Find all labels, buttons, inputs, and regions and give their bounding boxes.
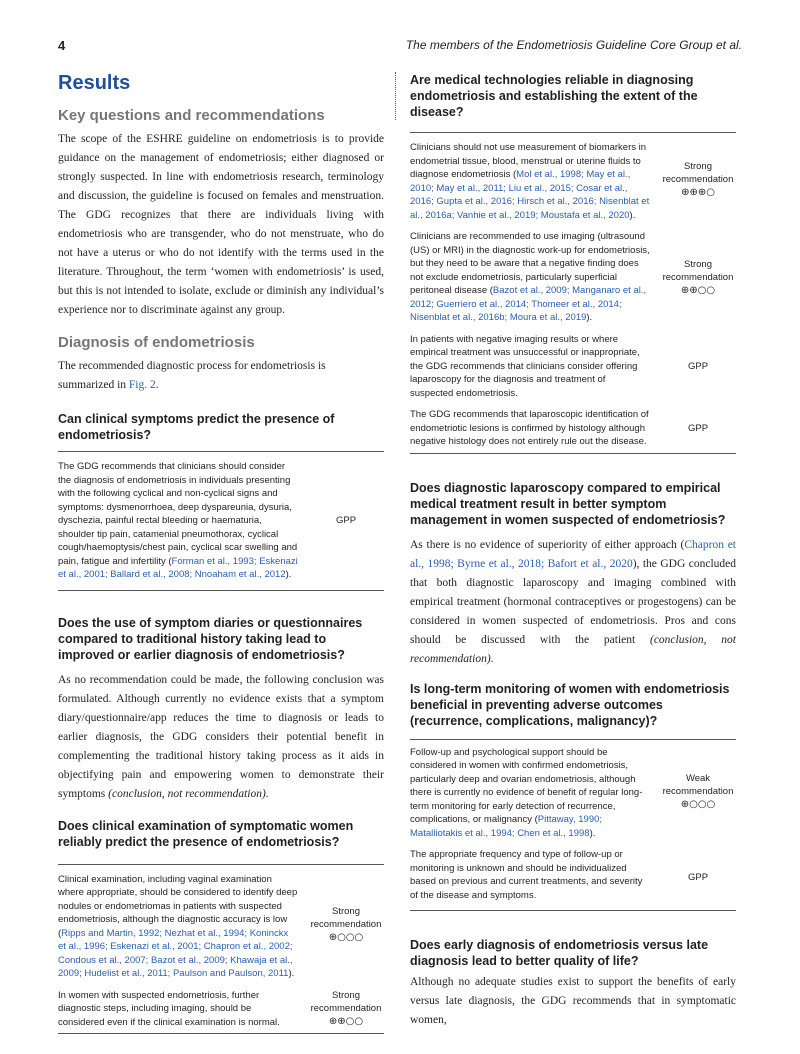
question-heading: Does the use of symptom diaries or questionnaires compared to traditional history taking lead to improved or earlier diagnosis of endometriosis? [58, 615, 363, 662]
recommendation-table [58, 451, 384, 591]
recommendation-grade: Strong recommendation ⊕⊕○○ [660, 226, 736, 329]
recommendation-text: In patients with negative imaging results or where empirical treatment was unsuccessful or inappropriate, the GDG recommends that clinicians consider offering laparoscopy for the diagnosis and treatment of suspected endometriosis. [410, 333, 640, 399]
recommendation-row [58, 985, 384, 1034]
recommendation-text: Clinical examination, including vaginal examination where appropriate, should be considered to identify deep nodules or endometriomas in patients with suspected endometriosis, although the diagnostic accuracy is low (Ripps and Martin, 1992; Nezhat et al., 1994; Koninckx et al., 1996; Eskenazi et al., 2001; Chapron et al., 2002; Condous et al., 2007; Bazot et al., 2009; Khawaja et al., 2009; Hudelist et al., 2011; Paulson and Paulson, 2011). [58, 873, 298, 979]
question-heading: Is long-term monitoring of women with endometriosis beneficial in preventing adverse outcomes (recurrence, complications, malignancy)? [410, 681, 730, 728]
recommendation-grade: GPP [687, 871, 709, 883]
recommendation-table [410, 739, 736, 912]
recommendation-text: The GDG recommends that laparoscopic identification of endometriotic lesions is confirmed by histology although negative histology does not entirely rule out the disease. [410, 409, 649, 447]
diagnosis-paragraph-text: The recommended diagnostic process for endometriosis is summarized in [58, 360, 326, 391]
question-heading: Does clinical examination of symptomatic women reliably predict the presence of endometriosis? [58, 818, 354, 849]
diagnosis-heading: Diagnosis of endometriosis [58, 334, 255, 351]
evidence-quality-icon: ⊕○○○ [680, 799, 716, 811]
diagnosis-paragraph-end: . [155, 379, 159, 391]
recommendation-grade: GPP [687, 422, 709, 434]
question-heading: Can clinical symptoms predict the presence of endometriosis? [58, 412, 335, 442]
recommendation-text: Clinicians are recommended to use imaging (ultrasound (US) or MRI) in the diagnostic work-up for endometriosis, but they need to be aware that a negative finding does not exclude endometriosis, particularly superficial peritoneal disease (Bazot et al., 2009; Manganaro et al., 2012; Guerriero et al., 2014; Thomeer et al., 2014; Nisenblat et al., 2016b; Moura et al., 2019). [410, 231, 650, 323]
left-column [58, 72, 384, 1054]
evidence-quality-icon: ⊕⊕○○ [680, 284, 716, 296]
citation-links[interactable]: Bazot et al., 2009; Manganaro et al., 2012; Guerriero et al., 2014; Thomeer et al., 2014; Nisenblat et al., 2016b; Moura et al., 2019 [410, 285, 647, 323]
recommendation-row [410, 844, 736, 911]
results-heading: Results [58, 72, 131, 94]
recommendation-table [58, 864, 384, 1035]
recommendation-grade: GPP [687, 360, 709, 372]
recommendation-grade: Strong recommendation ⊕⊕○○ [308, 985, 384, 1034]
evidence-quality-icon: ⊕⊕⊕○ [681, 187, 715, 198]
recommendation-table [410, 132, 736, 454]
page-header [58, 38, 742, 56]
diagnosis-paragraph [58, 357, 384, 395]
recommendation-grade: Weak recommendation ⊕○○○ [660, 739, 736, 844]
question-paragraph: As there is no evidence of superiority of either approach (Chapron et al., 1998; Byrne et al., 2018; Bafort et al., 2020), the GDG concluded that both diagnostic laparoscopy and imaging combined with empirical treatment (hormonal contraceptives or progestogens) can be considered in women suspected of endometriosis. Pros and cons should be discussed with the patient (conclusion, not recommendation). [410, 538, 737, 665]
figure-link[interactable]: Fig. 2 [128, 379, 156, 391]
question-heading: Does early diagnosis of endometriosis versus late diagnosis lead to better quality of life? [410, 938, 709, 968]
evidence-quality-icon: ⊕○○○ [328, 932, 364, 943]
question-heading: Are medical technologies reliable in diagnosing endometriosis and establishing the extent of the disease? [410, 73, 698, 119]
recommendation-text: The appropriate frequency and type of follow-up or monitoring is unknown and should be individualized based on previous and current treatments, and severity of the disease and symptoms. [410, 849, 643, 901]
recommendation-row [410, 404, 736, 453]
question-heading: Does diagnostic laparoscopy compared to empirical medical treatment result in better symptom management in women suspected of endometriosis? [410, 480, 726, 527]
recommendation-row [58, 864, 384, 985]
citation-links[interactable]: Ripps and Martin, 1992; Nezhat et al., 1994; Koninckx et al., 1996; Eskenazi et al., 2001; Chapron et al., 2002; Condous et al., 2007; Bazot et al., 2009; Khawaja et al., 2009; Hudelist et al., 2011; Paulson and Paulson, 2011 [58, 927, 293, 979]
recommendation-grade: Strong recommendation ⊕⊕⊕○ [660, 133, 736, 227]
citation-links[interactable]: Forman et al., 1993; Eskenazi et al., 2001; Ballard et al., 2008; Nnoaham et al., 2012 [58, 555, 298, 580]
recommendation-row [410, 226, 736, 329]
running-head: The members of the Endometriosis Guideline Core Group et al. [405, 38, 742, 52]
recommendation-grade: GPP [335, 515, 357, 527]
key-questions-heading: Key questions and recommendations [58, 107, 325, 124]
recommendation-text: The GDG recommends that clinicians should consider the diagnosis of endometriosis in individuals presenting with the following cyclical and non-cyclical signs and symptoms: dysmenorrhoea, deep dyspareunia, dysuria, dyschezia, painful rectal bleeding or haematuria, shoulder tip pain, catamenial pneumothorax, cyclical cough/haemoptysis/chest pain, cyclical scar swelling and pain, fatigue and infertility (Forman et al., 1993; Eskenazi et al., 2001; Ballard et al., 2008; Nnoaham et al., 2012). [58, 461, 298, 580]
recommendation-text: Clinicians should not use measurement of biomarkers in endometrial tissue, blood, menstrual or uterine fluids to diagnose endometriosis (Mol et al., 1998; May et al., 2010; May et al., 2011; Liu et al., 2015; Cosar et al., 2016; Gupta et al., 2016; Hirsch et al., 2016; Nisenblat et al., 2016a; Vanhie et al., 2019; Moustafa et al., 2020). [410, 142, 650, 221]
citation-links[interactable]: Chapron et al., 1998; Byrne et al., 2018; Bafort et al., 2020 [410, 538, 737, 570]
question-paragraph: As no recommendation could be made, the following conclusion was formulated. Although currently no evidence exists that a symptom diary/questionnaire/app reduces the time to diagnosis or leads to earlier diagnosis, the GDG considers their potential benefit in complementing the traditional history taking process as it aids in objectifying pain and empowering women to demonstrate their symptoms (conclusion, not recommendation). [58, 673, 384, 800]
evidence-quality-icon: ⊕⊕○○ [328, 1016, 364, 1028]
recommendation-grade: Strong recommendation ⊕○○○ [308, 864, 384, 985]
page-number: 4 [58, 38, 66, 53]
citation-links[interactable]: Pittaway, 1990; Matalliotakis et al., 1994; Chen et al., 1998 [410, 814, 603, 839]
intro-paragraph: The scope of the ESHRE guideline on endometriosis is to provide guidance on the management of endometriosis; either diagnosed or strongly suspected. In line with endometriosis research, terminology and discussion, the guideline is focused on females and menstruation. The GDG recognizes that there are individuals living with endometriosis who are transgender, who do not menstruate, who do not have a uterus or who do not identify with the terms used in the literature. Throughout, the term ‘women with endometriosis’ is used, but this is not intended to isolate, exclude or diminish any individual’s experience nor to discriminate against any group. [58, 133, 384, 316]
right-column [410, 72, 736, 1040]
recommendation-text: Follow-up and psychological support should be considered in women with confirmed endometriosis, particularly deep and ovarian endometriosis, although there is currently no evidence of benefit of regular long-term monitoring for early detection of recurrence, complications, or malignancy (Pittaway, 1990; Matalliotakis et al., 1994; Chen et al., 1998). [410, 746, 643, 839]
recommendation-row [58, 452, 384, 591]
recommendation-row [410, 739, 736, 844]
column-divider [395, 72, 400, 120]
question-paragraph: Although no adequate studies exist to support the benefits of early versus late diagnosis, the GDG recommends that in symptomatic women, [410, 976, 736, 1026]
recommendation-row [410, 329, 736, 405]
recommendation-row [410, 133, 736, 227]
citation-links[interactable]: Mol et al., 1998; May et al., 2010; May et al., 2011; Liu et al., 2015; Cosar et al., 2016; Gupta et al., 2016; Hirsch et al., 2016; Nisenblat et al., 2016a; Vanhie et al., 2019; Moustafa et al., 2020 [410, 169, 650, 221]
recommendation-text: In women with suspected endometriosis, further diagnostic steps, including imaging, should be considered even if the clinical examination is normal. [58, 989, 280, 1028]
